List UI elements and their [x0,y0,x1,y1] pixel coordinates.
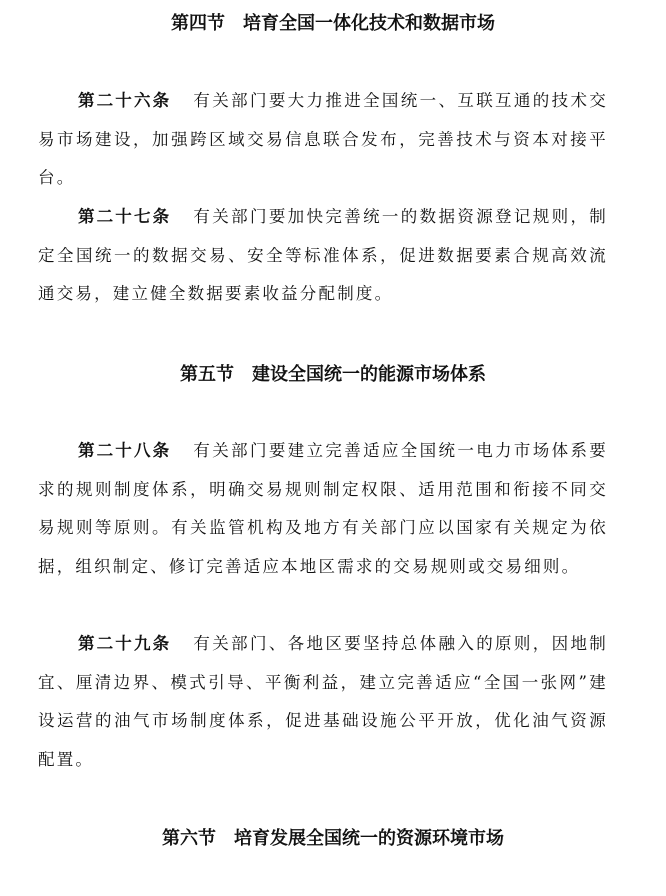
section-heading-5: 第五节 建设全国统一的能源市场体系 [180,364,486,385]
article-29 [38,625,608,779]
article-text: 有关部门、各地区要坚持总体融入的原则，因地制宜、厘清边界、模式引导、平衡利益，建立完善适应“全国一张网”建设运营的油气市场制度体系，促进基础设施公平开放，优化油气资源配置。 [38,634,609,769]
article-number: 第二十九条 [78,634,172,653]
article-text: 有关部门要大力推进全国统一、互联互通的技术交易市场建设，加强跨区域交易信息联合发布，完善技术与资本对接平台。 [38,91,609,187]
article-28 [38,432,608,586]
article-26 [38,82,608,198]
article-text: 有关部门要加快完善统一的数据资源登记规则，制定全国统一的数据交易、安全等标准体系，促进数据要素合规高效流通交易，建立健全数据要素收益分配制度。 [38,207,609,303]
section-heading-6: 第六节 培育发展全国统一的资源环境市场 [162,828,504,849]
article-number: 第二十七条 [78,207,172,226]
article-text: 有关部门要建立完善适应全国统一电力市场体系要求的规则制度体系，明确交易规则制定权限、适用范围和衔接不同交易规则等原则。有关监管机构及地方有关部门应以国家有关规定为依据，组织制定、修订完善适应本地区需求的交易规则或交易细则。 [38,441,609,576]
article-number: 第二十八条 [78,441,172,460]
article-27 [38,198,608,314]
section-heading-4: 第四节 培育全国一体化技术和数据市场 [171,13,495,34]
article-number: 第二十六条 [78,91,172,110]
